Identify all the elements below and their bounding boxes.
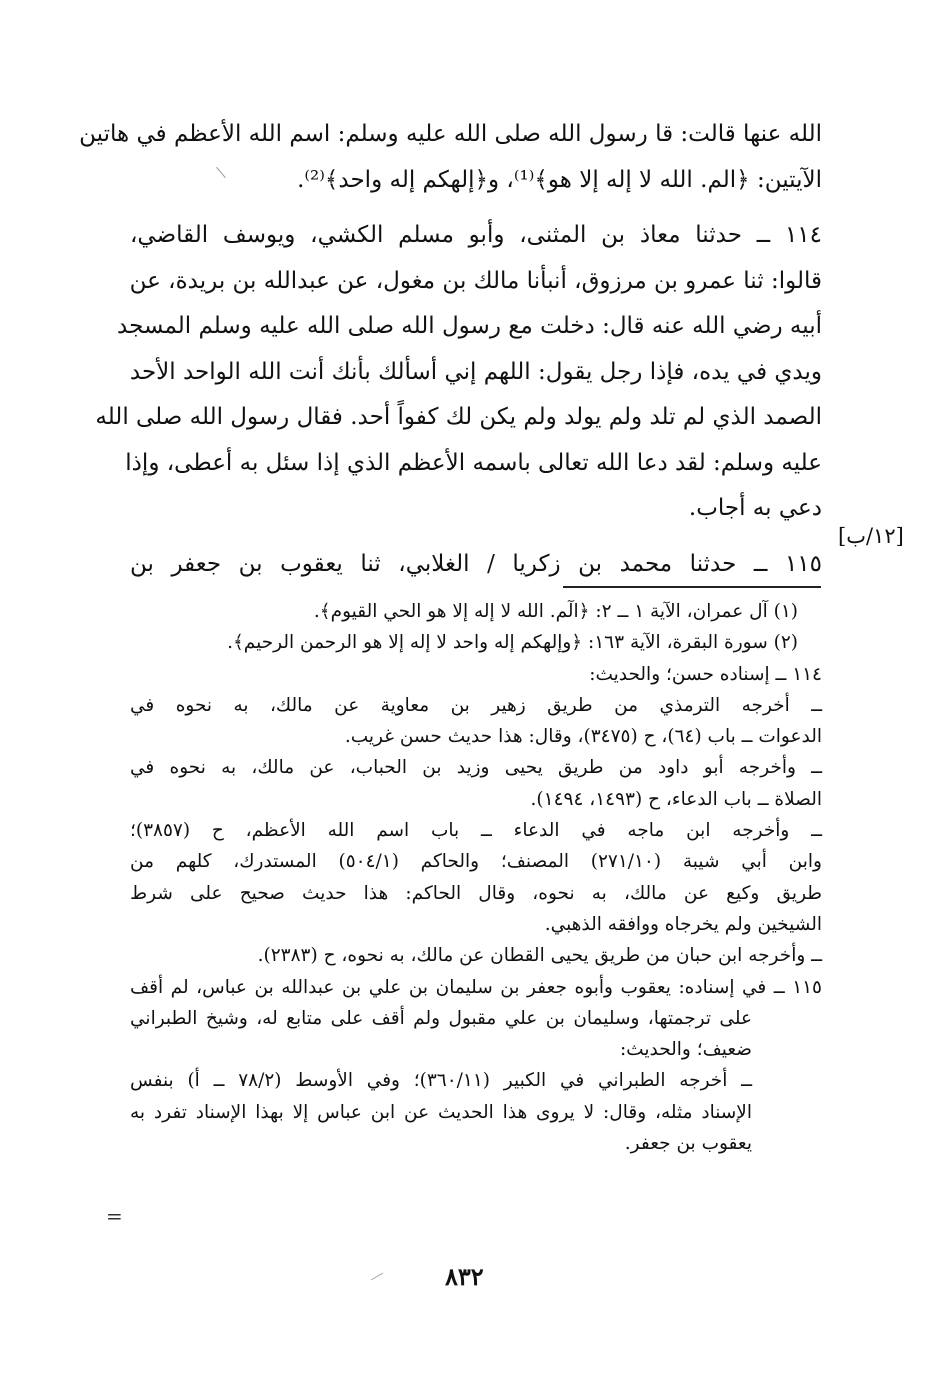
footnote-line: ــ أخرجه الطبراني في الكبير (٣٦٠/١١)؛ وفي الأوسط (٧٨/٢ ــ أ) بنفس [130,1070,753,1092]
footnote-line: الصلاة ــ باب الدعاء، ح (١٤٩٣، ١٤٩٤). [530,788,822,810]
footnote-line: الإسناد مثله، وقال: لا يروى هذا الحديث عن ابن عباس إلا بهذا الإسناد تفرد به [130,1101,752,1123]
hadith-115-heading: ١١٥ ــ حدثنا محمد بن زكريا / الغلابي، ثنا يعقوب بن جعفر بن [130,550,822,577]
page-number: ٨٣٢ [445,1262,484,1291]
stray-pen-mark [371,1273,384,1281]
text-line: الآيتين: ﴿الم. الله لا إله إلا هو﴾⁽¹⁾، و﴿إلهكم إله واحد﴾⁽²⁾. [297,166,822,193]
footnotes [130,596,822,1159]
footnote-line: الدعوات ــ باب (٦٤)، ح (٣٤٧٥)، وقال: هذا حديث حسن غريب. [344,726,822,748]
footnote-line: ــ أخرجه الترمذي من طريق زهير بن معاوية عن مالك، به نحوه في [130,694,822,716]
folio-margin-note: [١٢/ب] [838,524,904,548]
footnote-line: ــ وأخرجه ابن ماجه في الدعاء ــ باب اسم الله الأعظم، ح (٣٨٥٧)؛ [130,820,822,842]
footnote-line: (٢) سورة البقرة، الآية ١٦٣: ﴿وإلهكم إله واحد لا إله إلا هو الرحمن الرحيم﴾. [227,632,798,654]
hadith-114-heading: ١١٤ ــ حدثنا معاذ بن المثنى، وأبو مسلم الكشي، ويوسف القاضي، [130,222,822,248]
footnote-line: ــ وأخرجه أبو داود من طريق يحيى وزيد بن الحباب، عن مالك، به نحوه في [130,757,822,779]
footnote-line: ــ وأخرجه ابن حبان من طريق يحيى القطان عن مالك، به نحوه، ح (٢٣٨٣). [257,945,822,967]
footnote-line: يعقوب بن جعفر. [624,1133,752,1155]
edge-mark: = [106,1204,123,1228]
footnote-line: ١١٥ ــ في إسناده: يعقوب وأبوه جعفر بن سليمان بن علي بن عبدالله بن عباس، لم أقف [130,976,822,998]
footnote-line: ١١٤ ــ إسناده حسن؛ والحديث: [589,663,822,685]
paragraph-gap [130,203,822,213]
paragraph-gap [130,532,822,542]
main-text [79,112,822,587]
footnote-line: طريق وكيع عن مالك، به نحوه، وقال الحاكم: هذا حديث صحيح على شرط [130,882,822,904]
text-line: أبيه رضي الله عنه قال: دخلت مع رسول الله صلى الله عليه وسلم المسجد [117,313,822,339]
footnote-line: ضعيف؛ والحديث: [619,1039,752,1061]
footnote-line: وابن أبي شيبة (٢٧١/١٠) المصنف؛ والحاكم (٥٠٤/١) المستدرك، كلهم من [130,851,822,873]
footnote-separator [563,586,821,588]
footnote-line: الشيخين ولم يخرجاه ووافقه الذهبي. [544,913,822,935]
text-line: عليه وسلم: لقد دعا الله تعالى باسمه الأعظم الذي إذا سئل به أعطى، وإذا [125,449,822,476]
footnote-line: (١) آل عمران، الآية ١ ــ ٢: ﴿الٓم. الله لا إله إلا هو الحي القيوم﴾. [313,601,798,622]
text-line: دعي به أجاب. [688,495,822,521]
footnote-line: على ترجمتها، وسليمان بن علي مقبول ولم أقف على متابع له، وشيخ الطبراني [130,1007,752,1029]
text-line: ويدي في يده، فإذا رجل يقول: اللهم إني أسألك بأنك أنت الله الواحد الأحد [129,358,822,385]
text-line: الصمد الذي لم تلد ولم يولد ولم يكن لك كفواً أحد. فقال رسول الله صلى الله [95,404,822,430]
text-line: قالوا: ثنا عمرو بن مرزوق، أنبأنا مالك بن مغول، عن عبدالله بن بريدة، عن [129,267,822,294]
text-line: الله عنها قالت: قا رسول الله صلى الله عليه وسلم: اسم الله الأعظم في هاتين [79,121,822,147]
